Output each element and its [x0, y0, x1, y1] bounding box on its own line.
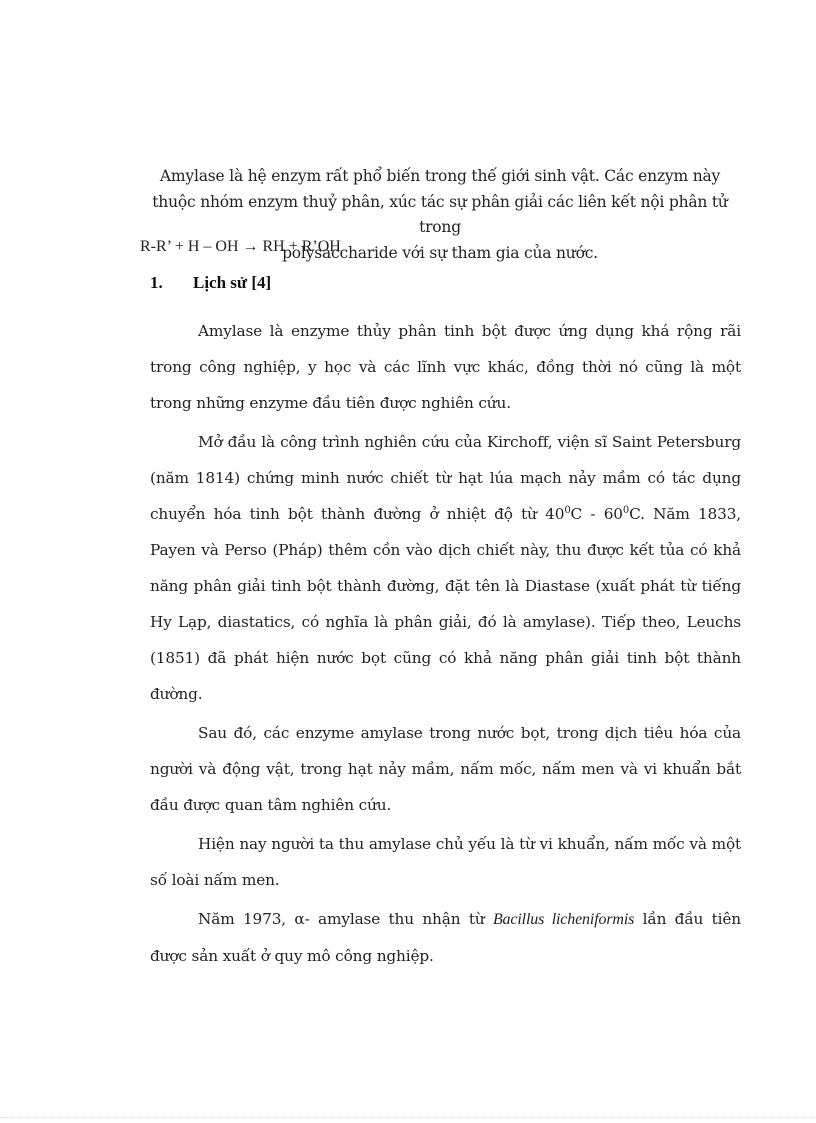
- degree-superscript-2: 0: [622, 504, 630, 516]
- degree-superscript-1: 0: [564, 504, 571, 516]
- intro-line-2: thuộc nhóm enzym thuỷ phân, xúc tác sự phân giải các liên kết nội phân tử trong: [152, 192, 728, 236]
- paragraph-5-part-b: lần đầu tiên được sản xuất ở quy mô công nghiệp.: [150, 910, 741, 965]
- paragraph-5: [150, 901, 741, 974]
- page-bottom-divider: [0, 1117, 816, 1118]
- section-heading: [150, 273, 271, 293]
- paragraph-2-part-a: Mở đầu là công trình nghiên cứu của Kirchoff, viện sĩ Saint Petersburg (năm 1814) chứng minh nước chiết từ hạt lúa mạch nảy mầm có tác dụng chuyển hóa tinh bột thành đường ở nhiệt độ từ 40: [150, 433, 741, 523]
- paragraph-2-part-c: C. Năm 1833, Payen và Perso (Pháp) thêm cồn vào dịch chiết này, thu được kết tủa có khả năng phân giải tinh bột thành đường, đặt tên là Diastase (xuất phát từ tiếng Hy Lạp, diastatics, có nghĩa là phân giải, đó là amylase). Tiếp theo, Leuchs (1851) đã phát hiện nước bọt cũng có khả năng phân giải tinh bột thành đường.: [150, 505, 742, 703]
- paragraph-1: Amylase là enzyme thủy phân tinh bột được ứng dụng khá rộng rãi trong công nghiệp, y học và các lĩnh vực khác, đồng thời nó cũng là một trong những enzyme đầu tiên được nghiên cứu.: [150, 322, 741, 412]
- section-number: 1.: [150, 273, 163, 292]
- body-text: [150, 313, 741, 974]
- section-title: Lịch sử [4]: [193, 273, 272, 292]
- intro-line-3: polysaccharide với sự tham gia của nước.: [282, 243, 598, 262]
- paragraph-2: [150, 424, 741, 712]
- paragraph-2-part-b: C - 60: [570, 505, 623, 523]
- species-name: Bacillus licheniformis: [492, 911, 635, 928]
- reaction-formula: R-R’ + H – OH → RH + R’OH: [140, 238, 341, 255]
- intro-line-1: Amylase là hệ enzym rất phổ biến trong thế giới sinh vật. Các enzym này: [159, 167, 721, 185]
- paragraph-3: Sau đó, các enzyme amylase trong nước bọt, trong dịch tiêu hóa của người và động vật, trong hạt nảy mầm, nấm mốc, nấm men và vi khuẩn bắt đầu được quan tâm nghiên cứu.: [150, 724, 741, 814]
- paragraph-4: Hiện nay người ta thu amylase chủ yếu là từ vi khuẩn, nấm mốc và một số loài nấm men.: [150, 835, 741, 889]
- paragraph-5-part-a: Năm 1973, α- amylase thu nhận từ: [198, 910, 493, 928]
